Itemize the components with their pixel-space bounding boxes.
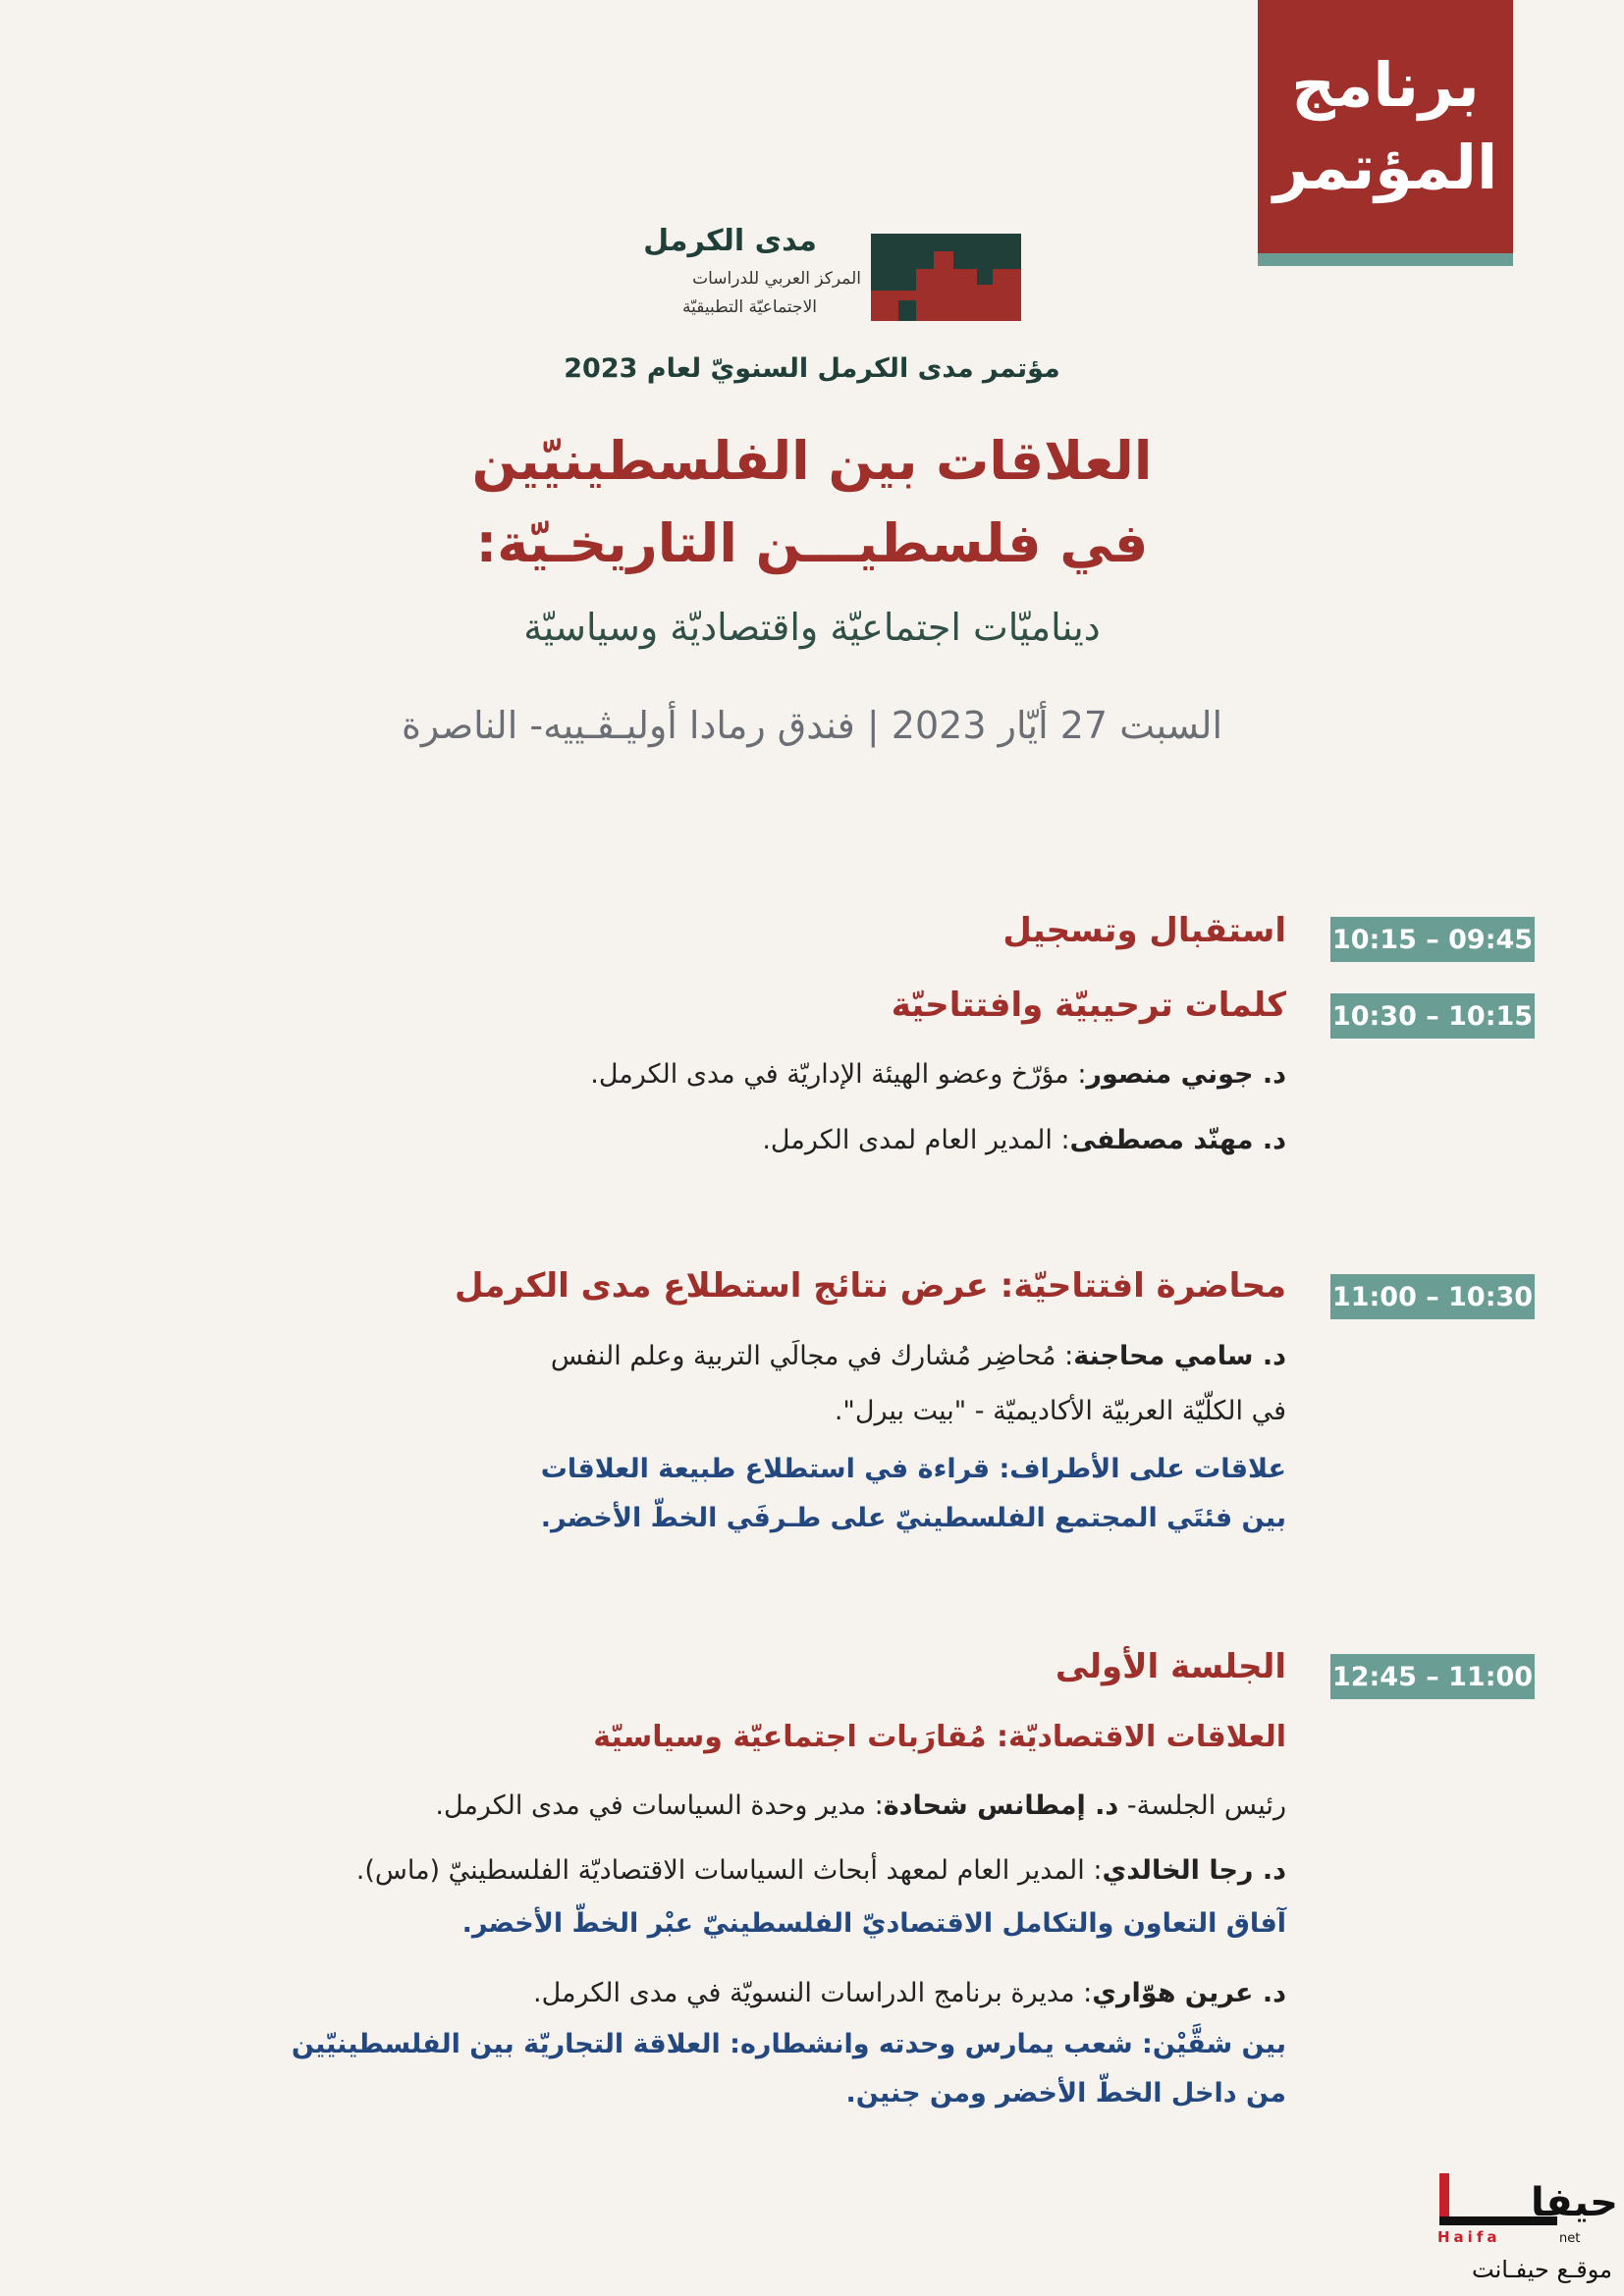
logo-name: مدى الكرمل: [643, 224, 817, 258]
talk-title: آفاق التعاون والتكامل الاقتصاديّ الفلسطينيّ عبْر الخطّ الأخضر.: [461, 1908, 1286, 1939]
haifanet-watermark: [1432, 2162, 1618, 2289]
speaker-line: [356, 1855, 1286, 1886]
speaker-line: [533, 1978, 1286, 2008]
chair-line: [435, 1790, 1286, 1821]
session-heading: كلمات ترحيبيّة وافتتاحيّة: [891, 986, 1286, 1025]
program-badge: [1258, 0, 1513, 266]
speaker-line: [590, 1059, 1286, 1090]
talk-title-line-2: بين فئتَي المجتمع الفلسطينيّ على طـرفَي الخطّ الأخضر.: [540, 1503, 1286, 1533]
watermark-latin: Haifa: [1437, 2228, 1501, 2246]
session-heading: محاضرة افتتاحيّة: عرض نتائج استطلاع مدى الكرمل: [455, 1266, 1286, 1306]
chair-role: : مدير وحدة السياسات في مدى الكرمل.: [435, 1790, 884, 1821]
logo-subtitle-1: المركز العربي للدراسات: [692, 269, 861, 289]
talk-title-line-1: بين شقَّيْن: شعب يمارس وحدته وانشطاره: العلاقة التجاريّة بين الفلسطينيّين: [291, 2029, 1286, 2059]
speaker-role-cont: في الكلّيّة العربيّة الأكاديميّة - "بيت بيرل".: [834, 1396, 1286, 1426]
chair-name: د. إمطانس شحادة: [883, 1790, 1119, 1821]
date-venue: السبت 27 أيّار 2023 | فندق رمادا أوليـڤـييه- الناصرة: [401, 704, 1223, 747]
chair-prefix: رئيس الجلسة-: [1118, 1790, 1286, 1821]
talk-title-line-2: من داخل الخطّ الأخضر ومن جنين.: [845, 2078, 1286, 2109]
speaker-role: : المدير العام لمعهد أبحاث السياسات الاقتصاديّة الفلسطينيّ (ماس).: [355, 1855, 1103, 1886]
time-badge: 12:45 – 11:00: [1330, 1654, 1535, 1699]
speaker-role: : مُحاضِر مُشارك في مجالَي التربية وعلم النفس: [550, 1341, 1074, 1371]
time-badge: 10:30 – 10:15: [1330, 993, 1535, 1039]
speaker-name: د. عرين هوّاري: [1092, 1978, 1286, 2008]
speaker-role: : مؤرّخ وعضو الهيئة الإداريّة في مدى الكرمل.: [590, 1059, 1087, 1090]
watermark-logo-text: حيفا: [1531, 2180, 1618, 2225]
session-heading: استقبال وتسجيل: [1002, 911, 1286, 950]
haifanet-logo-icon: [1432, 2162, 1618, 2289]
speaker-role: : مديرة برنامج الدراسات النسويّة في مدى الكرمل.: [532, 1978, 1093, 2008]
watermark-caption: موقـع حيفـانت: [1472, 2256, 1612, 2283]
speaker-name: د. رجا الخالدي: [1102, 1855, 1286, 1886]
time-badge: 10:15 – 09:45: [1330, 917, 1535, 962]
time-badge: 11:00 – 10:30: [1330, 1274, 1535, 1319]
title-line-1: العلاقات بين الفلسطينيّين: [471, 430, 1153, 492]
speaker-line: [762, 1125, 1286, 1155]
session-heading: الجلسة الأولى: [1055, 1647, 1286, 1686]
speaker-name: د. سامي محاجنة: [1073, 1341, 1286, 1371]
title-line-2: في فلسطيـــن التاريخـيّة:: [475, 512, 1149, 574]
subtitle: ديناميّات اجتماعيّة واقتصاديّة وسياسيّة: [523, 606, 1101, 649]
logo-subtitle-2: الاجتماعيّة التطبيقيّة: [682, 297, 817, 317]
speaker-name: د. جوني منصور: [1086, 1059, 1286, 1090]
badge-line1: برنامج: [1291, 49, 1480, 121]
session-subheading: العلاقات الاقتصاديّة: مُقارَبات اجتماعيّة وسياسيّة: [593, 1720, 1286, 1754]
conference-label: مؤتمر مدى الكرمل السنويّ لعام 2023: [564, 353, 1060, 384]
mada-carmel-logo-icon: [871, 234, 1021, 321]
badge-line2: المؤتمر: [1272, 132, 1498, 203]
talk-title-line-1: علاقات على الأطراف: قراءة في استطلاع طبيعة العلاقات: [540, 1454, 1286, 1484]
watermark-suffix: net: [1559, 2231, 1581, 2246]
speaker-line: [551, 1341, 1286, 1371]
speaker-name: د. مهنّد مصطفى: [1069, 1125, 1286, 1155]
speaker-role: : المدير العام لمدى الكرمل.: [762, 1125, 1070, 1155]
